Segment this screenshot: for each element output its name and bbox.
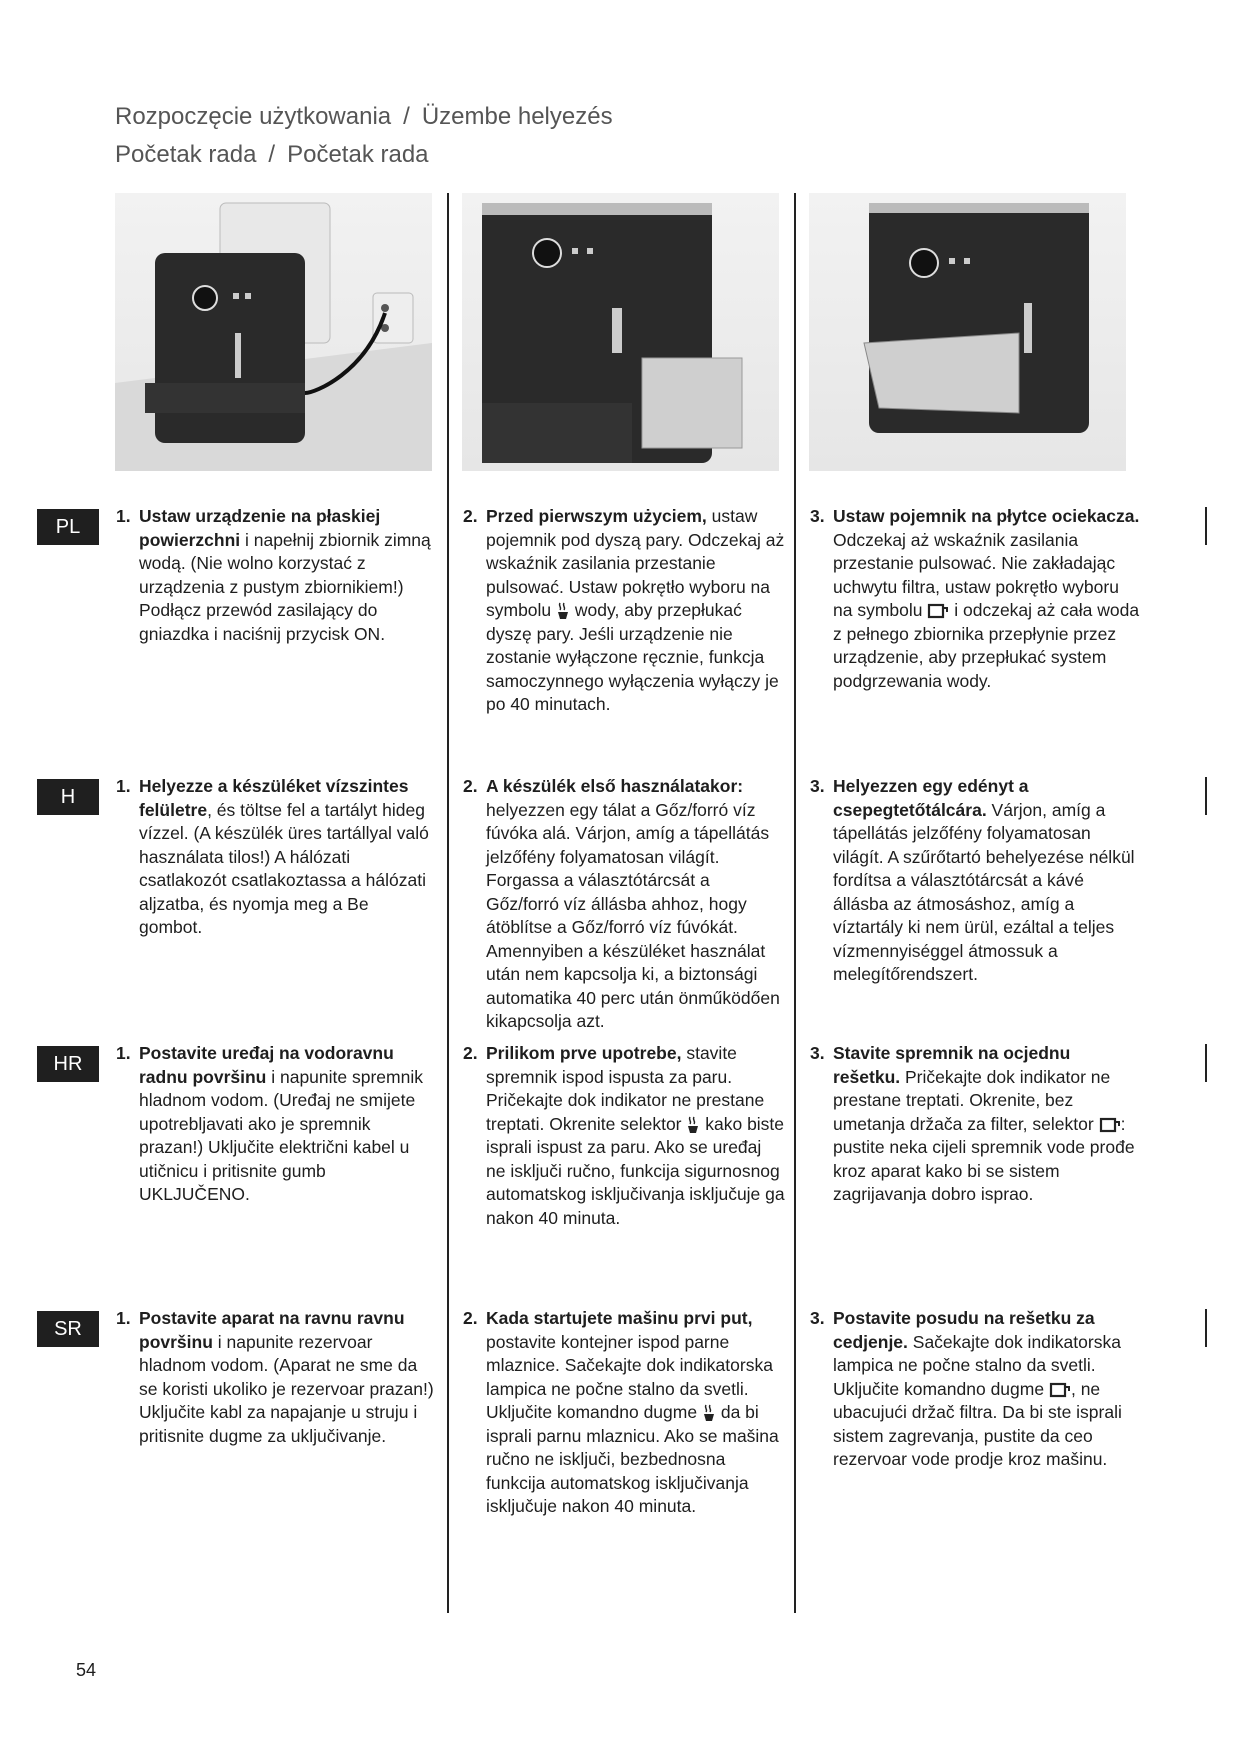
step-heading: Helyezzen egy edényt a csepegtetőtálcára. xyxy=(833,776,1029,820)
step-text: i napunite spremnik hladnom vodom. (Uređaj ne smijete upotrebljavati ako je spremnik prazan!) Uključite električni kabel u utičnicu i pritisnite gumb UKLJUČENO. xyxy=(139,1066,423,1204)
step-heading: Prilikom prve upotrebe, xyxy=(486,1043,682,1063)
photo-drip-tray-container xyxy=(809,193,1126,471)
step-number: 3. xyxy=(810,776,825,796)
step-text-cont: i odczekaj aż cała woda z pełnego zbiornika przepłynie przez urządzenie, aby przepłukać system podgrzewania wody. xyxy=(833,600,1140,691)
photo-steam-container xyxy=(462,193,779,471)
step-heading: Stavite spremnik na ocjednu rešetku. xyxy=(833,1043,1071,1087)
step-number: 2. xyxy=(463,1043,478,1063)
step-pl-2 xyxy=(463,505,785,717)
step-heading: Ustaw pojemnik na płytce ociekacza. xyxy=(833,506,1140,526)
step-heading: A készülék első használatakor: xyxy=(486,776,744,796)
step-number: 1. xyxy=(116,506,131,526)
step-number: 2. xyxy=(463,776,478,796)
steam-icon xyxy=(702,1404,716,1422)
step-heading: Postavite uređaj na vodoravnu radnu površinu xyxy=(139,1043,394,1087)
title-separator: / xyxy=(268,141,276,168)
lang-tab-sr: SR xyxy=(37,1311,99,1347)
step-text: , és töltse fel a tartályt hideg vízzel. (A készülék üres tartállyal való használata tilos!) A hálózati csatlakozót csatlakoztassa a hálózati aljzatba, és nyomja meg a Be gombot. xyxy=(139,799,429,937)
step-hu-3 xyxy=(810,775,1140,987)
step-text-cont: , ne ubacujući držač filtra. Da bi ste isprali sistem zagrevanja, pustite da ceo rezervoar vode prodje kroz mašinu. xyxy=(833,1378,1122,1469)
step-text: Sačekajte dok indikatorska lampica ne počne stalno da svetli. Uključite komandno dugme xyxy=(833,1331,1121,1399)
step-sr-1 xyxy=(116,1307,434,1448)
step-number: 2. xyxy=(463,506,478,526)
step-text: ustaw pojemnik pod dyszą pary. Odczekaj aż wskaźnik zasilania przestanie pulsować. Ustaw pokrętło wyboru na symbolu xyxy=(486,506,785,620)
page-number: 54 xyxy=(76,1660,97,1680)
step-text: i napunite rezervoar hladnom vodom. (Aparat ne sme da se koristi ukoliko je rezervoar prazan!) Uključite kabl za napajanje u struju i pritisnite dugme za uključivanje. xyxy=(139,1331,434,1446)
step-hr-3 xyxy=(810,1042,1140,1207)
step-number: 1. xyxy=(116,1308,131,1328)
step-sr-3 xyxy=(810,1307,1140,1472)
title-hr: Početak rada xyxy=(115,141,257,168)
lang-tab-pl: PL xyxy=(37,509,99,545)
lang-tab-hr: HR xyxy=(37,1046,99,1082)
title-separator: / xyxy=(403,103,410,130)
column-divider-1 xyxy=(447,193,449,1613)
section-marker-h xyxy=(1205,777,1207,815)
step-number: 3. xyxy=(810,1043,825,1063)
step-text: Pričekajte dok indikator ne prestane treptati. Okrenite, bez umetanja držača za filter, selektor xyxy=(833,1066,1111,1134)
step-hr-2 xyxy=(463,1042,785,1230)
step-number: 2. xyxy=(463,1308,478,1328)
step-text-cont: wody, aby przepłukać dyszę pary. Jeśli urządzenie nie zostanie wyłączone ręcznie, funkcja samoczynnego wyłączenia wyłączy je po 40 minutach. xyxy=(486,600,779,714)
page-title-2 xyxy=(115,141,429,169)
step-number: 3. xyxy=(810,506,825,526)
section-marker-sr xyxy=(1205,1309,1207,1347)
title-pl: Rozpoczęcie użytkowania xyxy=(115,103,392,130)
step-heading: Kada startujete mašinu prvi put, xyxy=(486,1308,753,1328)
step-text: helyezzen egy tálat a Gőz/forró víz fúvóka alá. Várjon, amíg a tápellátás jelzőfény folyamatosan világít. Forgassa a választótárcsát a Gőz/forró víz állásba ahhoz, hogy átöblítse a Gőz/forró víz fúvókát. Amennyiben a készüléket használat után nem kapcsolja ki, a biztonsági automatika 40 perc után önműködően kikapcsolja azt. xyxy=(486,799,780,1031)
step-pl-1 xyxy=(116,505,434,646)
section-marker-pl xyxy=(1205,507,1207,545)
step-number: 1. xyxy=(116,1043,131,1063)
step-text: i napełnij zbiornik zimną wodą. (Nie wolno korzystać z urządzenia z pustym zbiornikiem!) Podłącz przewód zasilający do gniazdka i naciśnij przycisk ON. xyxy=(139,529,431,644)
step-hu-1 xyxy=(116,775,434,940)
column-divider-2 xyxy=(794,193,796,1613)
step-hr-1 xyxy=(116,1042,434,1207)
step-text: stavite spremnik ispod ispusta za paru. Pričekajte dok indikator ne prestane treptati. Okrenite selektor xyxy=(486,1043,765,1134)
title-hu: Üzembe helyezés xyxy=(421,103,613,130)
step-hu-2 xyxy=(463,775,785,1034)
step-heading: Helyezze a készüléket vízszintes felületre xyxy=(139,776,409,820)
step-heading: Ustaw urządzenie na płaskiej powierzchni xyxy=(139,506,381,550)
step-text-cont: kako biste isprali ispust za paru. Ako se uređaj ne isključi ručno, funkcija sigurnosnog automatskog isključivanja isključuje ga nakon 40 minuta. xyxy=(486,1113,785,1228)
step-number: 3. xyxy=(810,1308,825,1328)
step-heading: Postavite posudu na rešetku za cedjenje. xyxy=(833,1308,1095,1352)
step-heading: Przed pierwszym użyciem, xyxy=(486,506,707,526)
page-title-1 xyxy=(115,103,613,131)
step-heading: Postavite aparat na ravnu ravnu površinu xyxy=(139,1308,405,1352)
cup-icon xyxy=(927,603,949,619)
lang-tab-h: H xyxy=(37,779,99,815)
step-number: 1. xyxy=(116,776,131,796)
step-sr-2 xyxy=(463,1307,785,1519)
section-marker-hr xyxy=(1205,1044,1207,1082)
step-text: postavite kontejner ispod parne mlaznice. Sačekajte dok indikatorska lampica ne počne stalno da svetli. Uključite komandno dugme xyxy=(486,1331,773,1422)
photo-machine-setup xyxy=(115,193,432,471)
cup-icon xyxy=(1049,1382,1071,1398)
step-pl-3 xyxy=(810,505,1140,693)
step-text-cont: da bi isprali parnu mlaznicu. Ako se mašina ručno ne isključi, bezbednosna funkcija automatskog isključivanja isključuje nakon 40 minuta. xyxy=(486,1402,779,1516)
cup-icon xyxy=(1099,1117,1121,1133)
step-text-cont: : pustite neka cijeli spremnik vode prođe kroz aparat kako bi se sistem zagrijavanja dobro isprao. xyxy=(833,1113,1135,1204)
steam-icon xyxy=(686,1116,700,1134)
step-text: Odczekaj aż wskaźnik zasilania przestanie pulsować. Nie zakładając uchwytu filtra, ustaw pokrętło wyboru na symbolu xyxy=(833,529,1119,620)
step-text: Várjon, amíg a tápellátás jelzőfény folyamatosan világít. A szűrőtartó behelyezése nélkül fordítsa a választótárcsát a kávé állásba az átmosáshoz, amíg a víztartály ki nem ürül, ezáltal a teljes vízmennyiséggel átmossuk a melegítőrendszert. xyxy=(833,799,1135,984)
title-sr: Početak rada xyxy=(287,141,429,168)
steam-icon xyxy=(556,602,570,620)
